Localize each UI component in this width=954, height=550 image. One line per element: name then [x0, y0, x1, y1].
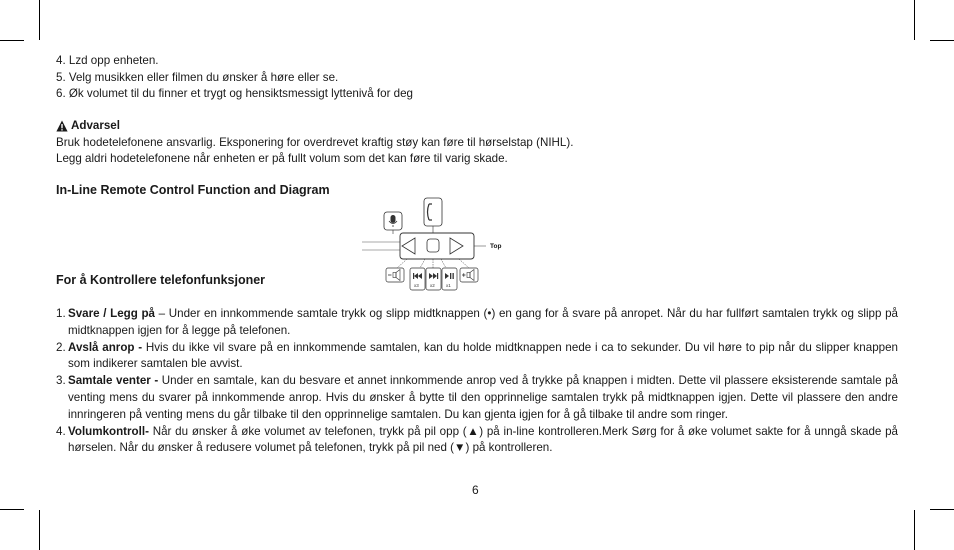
phone-icon	[424, 198, 442, 234]
press-count-label: x1	[446, 283, 451, 288]
crop-mark	[39, 510, 40, 550]
step-item: 6. Øk volumet til du finner et trygt og hensiktsmessigt lyttenivå for deg	[56, 87, 413, 100]
warning-section	[56, 118, 573, 168]
crop-mark	[914, 510, 915, 550]
crop-mark	[39, 0, 40, 40]
crop-mark	[930, 40, 954, 41]
microphone-icon	[384, 212, 402, 234]
press-count-label: x3	[414, 283, 419, 288]
item-text: Når du ønsker å øke volumet av telefonen, trykk på pil opp (▲) på in-line kontrolleren.Merk Sørg for å øke volumet sakte for å unngå skade på hørselen. Når du ønsker å redusere volumet på telefonen, trykk på pil ned (▼) på kontrolleren.	[68, 424, 898, 455]
press-count-label: x2	[430, 283, 435, 288]
crop-mark	[914, 0, 915, 40]
instruction-item	[56, 340, 898, 374]
item-title: Svare / Legg på	[68, 307, 156, 320]
item-text: Hvis du ikke vil svare på en innkommende samtalen, kan du holde midtknappen nede i ca to sekunder. Du vil høre to pip når du slipper knappen som indikerer samtalen ble avvist.	[68, 340, 898, 371]
warning-triangle-icon	[56, 120, 68, 132]
item-text: Under en samtale, kan du besvare et annet innkommende anrop ved å trykke på knappen i midten. Dette vil plassere eksisterende samtale på venting mens du svarer på innkommende anrop. Hvis du ønsker å bytte til den opprinnelige samtalen trykk på midtknappen igjen. Dette vil plassere den andre innringeren på venting mens du går tilbake til den opprinnelige samtalen. Du kan gjenta igjen for å gå tilbake til andre som ringer.	[68, 374, 898, 421]
volume-up-icon	[460, 268, 478, 282]
next-track-icon	[426, 268, 441, 290]
warning-text: Legg aldri hodetelefonene når enheten er på fullt volum som det kan føre til varig skade.	[56, 152, 508, 165]
remote-diagram	[362, 196, 512, 292]
page-number: 6	[472, 483, 479, 497]
crop-mark	[0, 40, 24, 41]
item-number: 3.	[56, 374, 66, 388]
item-number: 1.	[56, 307, 66, 320]
instruction-item	[56, 306, 898, 340]
item-title: Volumkontroll-	[68, 424, 149, 438]
instruction-item	[56, 373, 898, 423]
play-pause-icon	[442, 268, 457, 290]
volume-down-icon	[386, 268, 404, 282]
item-number: 4.	[56, 424, 66, 438]
remote-heading: In-Line Remote Control Function and Diagram	[56, 183, 330, 197]
item-title: Avslå anrop -	[68, 340, 143, 354]
crop-mark	[0, 509, 24, 510]
warning-title: Advarsel	[71, 119, 120, 132]
warning-heading	[56, 118, 573, 135]
instruction-list	[56, 306, 898, 457]
phone-heading: For å Kontrollere telefonfunksjoner	[56, 273, 266, 287]
item-number: 2.	[56, 340, 66, 354]
crop-mark	[930, 509, 954, 510]
item-text: – Under en innkommende samtale trykk og slipp midtknappen (•) en gang for å svare på anropet. Når du har fullført samtalen trykk og slipp på midtknappen igjen for å legge på telefonen.	[68, 307, 898, 337]
warning-text: Bruk hodetelefonene ansvarlig. Eksponering for overdrevet kraftig støy kan føre til hørselstap (NIHL).	[56, 135, 574, 149]
item-title: Samtale venter -	[68, 374, 159, 388]
instruction-item	[56, 424, 898, 458]
step-item: 5. Velg musikken eller filmen du ønsker å høre eller se.	[56, 70, 339, 84]
setup-steps	[56, 53, 413, 103]
previous-track-icon	[410, 268, 425, 290]
step-item: 4. Lzd opp enheten.	[56, 54, 159, 67]
top-label: Top	[490, 243, 502, 250]
